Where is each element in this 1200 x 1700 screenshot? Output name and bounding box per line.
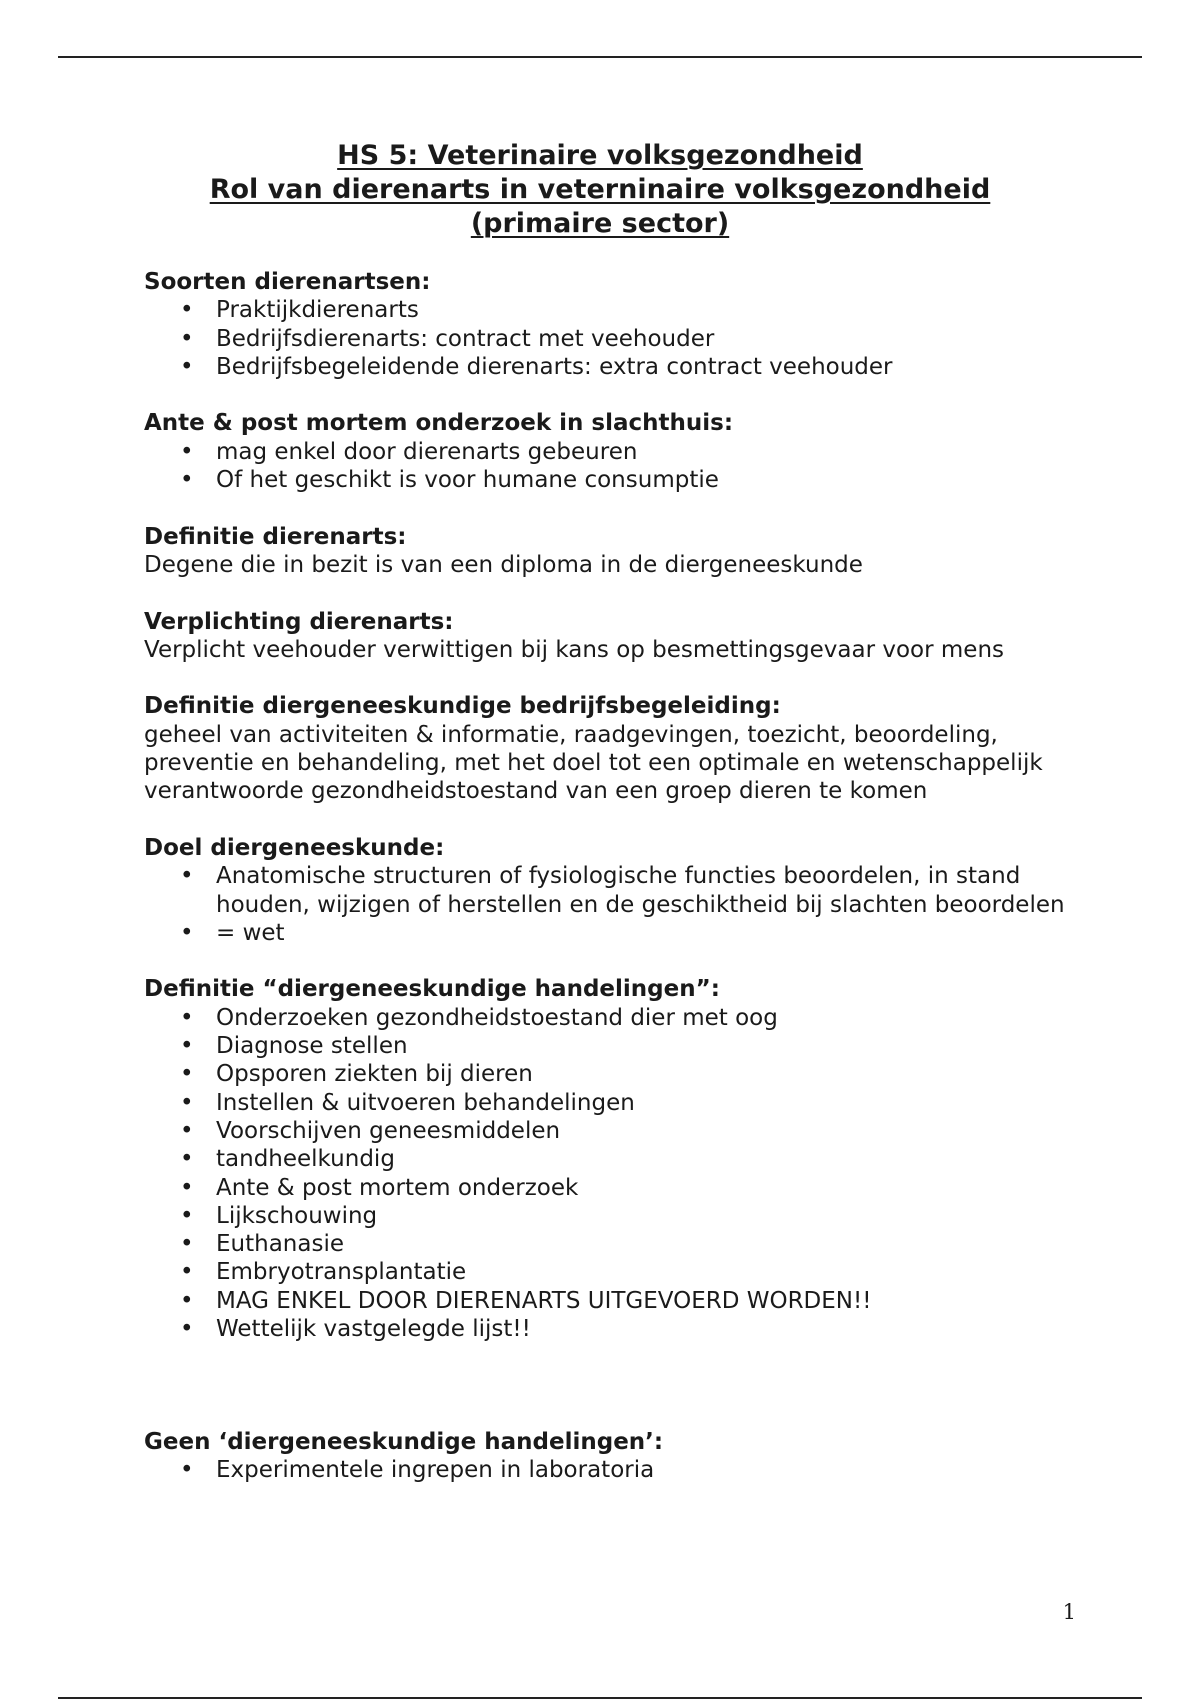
- section-def-dierenarts: [144, 523, 1084, 580]
- title-line-1: HS 5: Veterinaire volksgezondheid: [337, 140, 863, 171]
- list-item: • tandheelkundig: [180, 1146, 395, 1173]
- vertical-spacer: [144, 1372, 1084, 1428]
- section-geen-handelingen: [144, 1428, 1084, 1485]
- bullet-icon: •: [180, 438, 194, 465]
- bullet-icon: •: [180, 1174, 194, 1201]
- bullet-icon: •: [180, 1202, 194, 1229]
- bullet-icon: •: [180, 1004, 194, 1031]
- list-item: • Diagnose stellen: [180, 1033, 408, 1060]
- bullet-icon: •: [180, 1456, 194, 1483]
- section-doel: [144, 834, 1084, 947]
- list-item: • = wet: [180, 919, 285, 946]
- list-item: • Anatomische structuren of fysiologische functies beoordelen, in stand houden, wijzigen of herstellen en de geschiktheid bij slachten beoordelen: [180, 863, 1065, 918]
- document-title: [0, 139, 1200, 241]
- list-item: • Ante & post mortem onderzoek: [180, 1174, 579, 1201]
- section-paragraph: Degene die in bezit is van een diploma in de diergeneeskunde: [144, 551, 863, 578]
- bullet-icon: •: [180, 325, 194, 352]
- list-item: • Instellen & uitvoeren behandelingen: [180, 1089, 635, 1116]
- bullet-list: [144, 1456, 1084, 1484]
- top-rule: [58, 56, 1142, 58]
- list-item: • Wettelijk vastgelegde lijst!!: [180, 1315, 531, 1342]
- bullet-icon: •: [180, 863, 194, 890]
- list-item: • MAG ENKEL DOOR DIERENARTS UITGEVOERD WORDEN!!: [180, 1287, 872, 1314]
- bullet-icon: •: [180, 1117, 194, 1144]
- section-paragraph: Verplicht veehouder verwittigen bij kans op besmettingsgevaar voor mens: [144, 636, 1005, 663]
- section-heading: Doel diergeneeskunde:: [144, 834, 445, 861]
- section-ante-post: [144, 409, 1084, 494]
- bullet-icon: •: [180, 1061, 194, 1088]
- list-item: • Lijkschouwing: [180, 1202, 378, 1229]
- section-paragraph: geheel van activiteiten & informatie, raadgevingen, toezicht, beoordeling, preventie en behandeling, met het doel tot een optimale en wetenschappelijk verantwoorde gezondheidstoestand van een groep dieren te komen: [144, 721, 1043, 805]
- section-heading: Definitie “diergeneeskundige handelingen”:: [144, 976, 720, 1003]
- bullet-icon: •: [180, 1287, 194, 1314]
- bullet-icon: •: [180, 1146, 194, 1173]
- section-soorten: [144, 268, 1084, 381]
- section-heading: Geen ‘diergeneeskundige handelingen’:: [144, 1428, 664, 1455]
- bullet-icon: •: [180, 1231, 194, 1258]
- list-item: • Of het geschikt is voor humane consumptie: [180, 467, 719, 494]
- list-item: • Experimentele ingrepen in laboratoria: [180, 1456, 655, 1483]
- bullet-icon: •: [180, 1315, 194, 1342]
- section-verplichting: [144, 608, 1084, 665]
- bullet-icon: •: [180, 353, 194, 380]
- list-item: • Praktijkdierenarts: [180, 297, 419, 324]
- title-line-3: (primaire sector): [470, 208, 730, 239]
- bullet-icon: •: [180, 1259, 194, 1286]
- bullet-list: [144, 296, 1084, 381]
- bullet-icon: •: [180, 1033, 194, 1060]
- section-heading: Ante & post mortem onderzoek in slachthuis:: [144, 410, 734, 437]
- bullet-icon: •: [180, 467, 194, 494]
- section-heading: Soorten dierenartsen:: [144, 269, 431, 295]
- section-heading: Definitie diergeneeskundige bedrijfsbegeleiding:: [144, 693, 781, 720]
- list-item: • Opsporen ziekten bij dieren: [180, 1061, 533, 1088]
- document-body: [144, 268, 1084, 1512]
- bullet-list: [144, 1004, 1084, 1344]
- bullet-list: [144, 438, 1084, 495]
- title-line-2: Rol van dierenarts in veterninaire volksgezondheid: [209, 174, 991, 205]
- section-heading: Verplichting dierenarts:: [144, 608, 454, 635]
- list-item: • Embryotransplantatie: [180, 1259, 467, 1286]
- list-item: • Euthanasie: [180, 1231, 344, 1258]
- list-item: • Bedrijfsdierenarts: contract met veehouder: [180, 325, 715, 352]
- list-item: • Voorschijven geneesmiddelen: [180, 1117, 561, 1144]
- page-number: 1: [1062, 1600, 1076, 1624]
- bullet-icon: •: [180, 297, 194, 324]
- section-def-bedrijfsbegeleiding: [144, 692, 1084, 805]
- section-def-handelingen: [144, 975, 1084, 1343]
- list-item: • Bedrijfsbegeleidende dierenarts: extra contract veehouder: [180, 353, 893, 380]
- list-item: • mag enkel door dierenarts gebeuren: [180, 438, 638, 465]
- list-item: • Onderzoeken gezondheidstoestand dier met oog: [180, 1004, 778, 1031]
- section-heading: Definitie dierenarts:: [144, 523, 407, 550]
- bottom-rule: [58, 1697, 1142, 1699]
- bullet-icon: •: [180, 919, 194, 946]
- bullet-list: [144, 862, 1084, 947]
- bullet-icon: •: [180, 1089, 194, 1116]
